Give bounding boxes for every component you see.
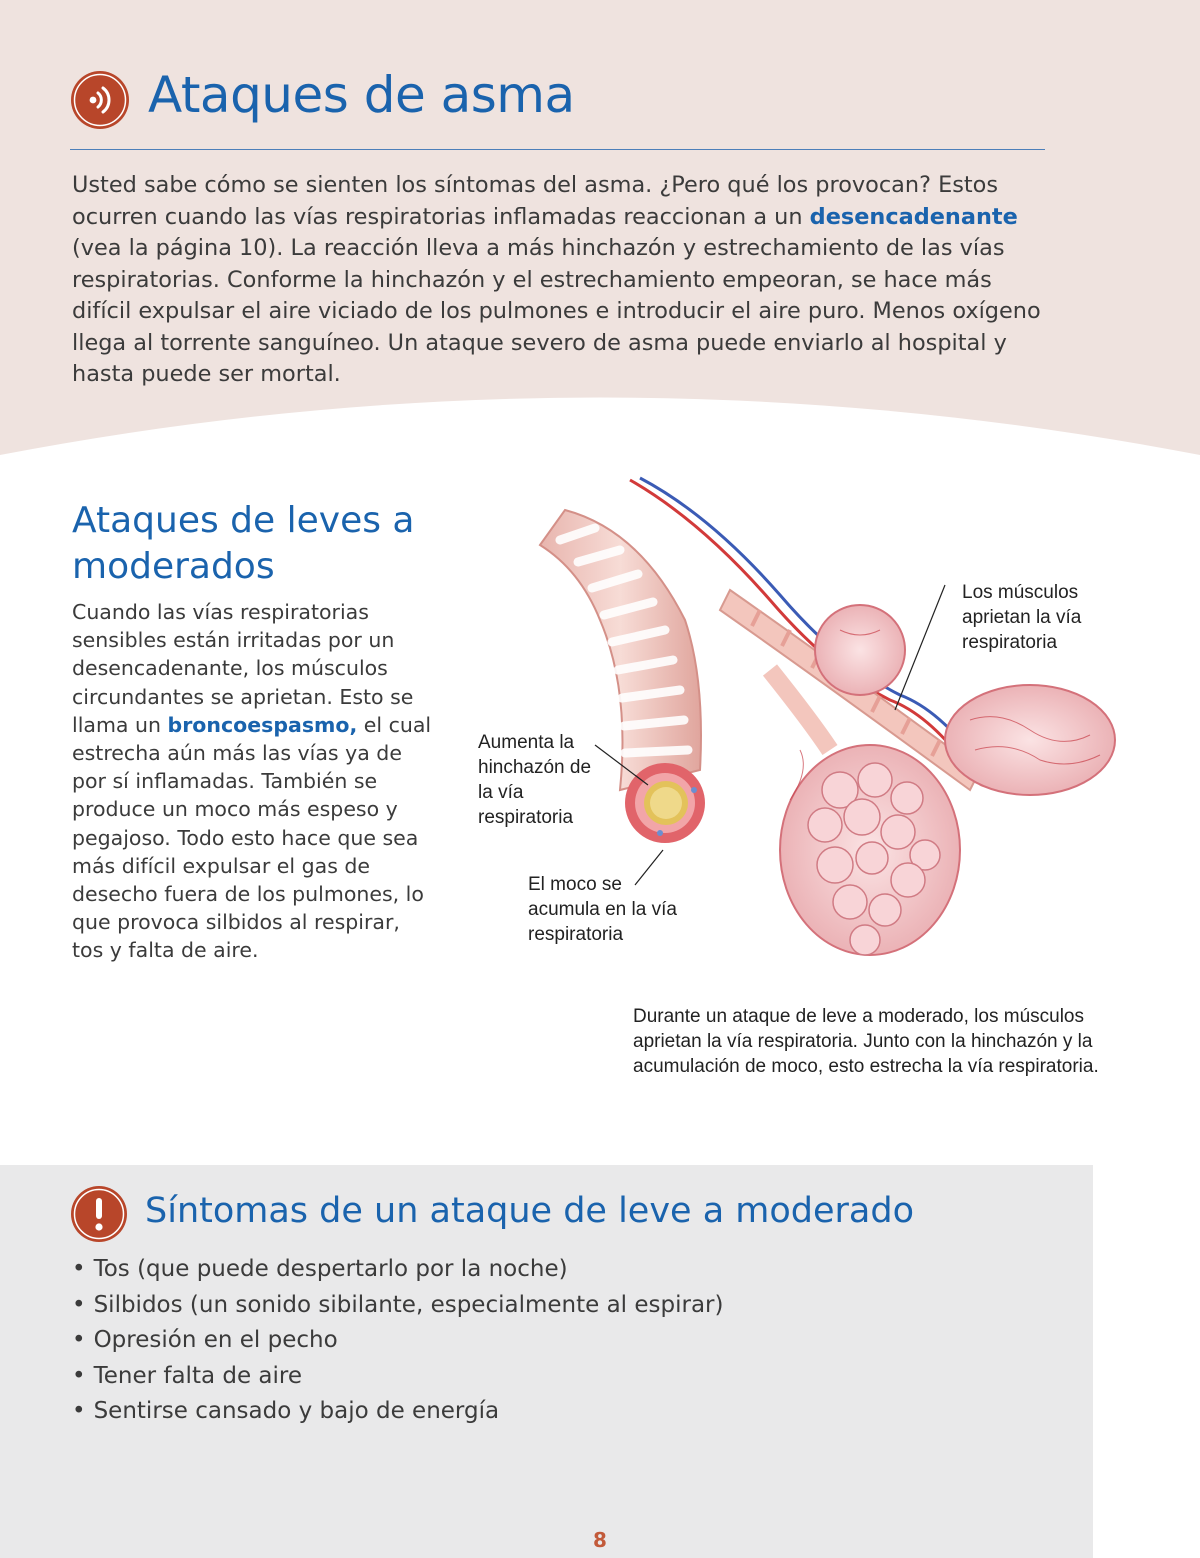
symptom-item: • Opresión en el pecho — [72, 1323, 723, 1359]
label-muscles: Los músculos aprietan la vía respiratoria — [962, 582, 1082, 653]
section-text-start: Cuando las vías respiratorias sensibles están irritadas por un desencadenante, los músculos circundantes se aprietan. Esto se llama un — [72, 600, 414, 737]
symptoms-list — [72, 1252, 723, 1430]
illustration-caption: Durante un ataque de leve a moderado, los músculos aprietan la vía respiratoria. Junto con la hinchazón y la acumulación de moco, esto estrecha la vía respiratoria. — [633, 1006, 1099, 1077]
exclamation-icon — [70, 1185, 128, 1243]
intro-paragraph — [72, 170, 1057, 391]
label-swelling: Aumenta la hinchazón de la vía respiratoria — [478, 732, 592, 828]
symptom-item: • Sentirse cansado y bajo de energía — [72, 1394, 723, 1430]
section-text-end: el cual estrecha aún más las vías ya de por sí inflamadas. También se produce un moco más espeso y pegajoso. Todo esto hace que sea más difícil expulsar el gas de desecho fuera de los pulmones, lo que provoca silbidos al respirar, tos y falta de aire. — [72, 712, 432, 963]
intro-text-end: (vea la página 10). La reacción lleva a más hinchazón y estrechamiento de las vías respiratorias. Conforme la hinchazón y el estrechamiento empeoran, se hace más difícil expulsar el aire viciado de los pulmones e introducir el aire puro. Menos oxígeno llega al torrente sanguíneo. Un ataque severo de asma puede enviarlo al hospital y hasta puede ser mortal. — [72, 235, 1041, 387]
title-divider — [70, 149, 1045, 150]
keyword-bronchospasm-link[interactable]: broncoespasmo, — [167, 712, 358, 737]
symptom-item: • Tos (que puede despertarlo por la noche) — [72, 1252, 723, 1288]
page-title: Ataques de asma — [148, 66, 575, 124]
audio-icon[interactable] — [70, 70, 130, 130]
section-body — [72, 598, 432, 965]
symptoms-title: Síntomas de un ataque de leve a moderado — [145, 1191, 915, 1231]
symptom-item: • Tener falta de aire — [72, 1359, 723, 1395]
section-title: Ataques de leves a moderados — [72, 500, 415, 587]
symptom-item: • Silbidos (un sonido sibilante, especialmente al espirar) — [72, 1288, 723, 1324]
label-mucus: El moco se acumula en la vía respiratoria — [528, 874, 677, 945]
page-number: 8 — [593, 1528, 607, 1552]
keyword-trigger-link[interactable]: desencadenante — [809, 203, 1018, 230]
intro-text-start: Usted sabe cómo se sienten los síntomas del asma. ¿Pero qué los provocan? Estos ocurren cuando las vías respiratorias inflamadas reaccionan a un — [72, 172, 999, 230]
